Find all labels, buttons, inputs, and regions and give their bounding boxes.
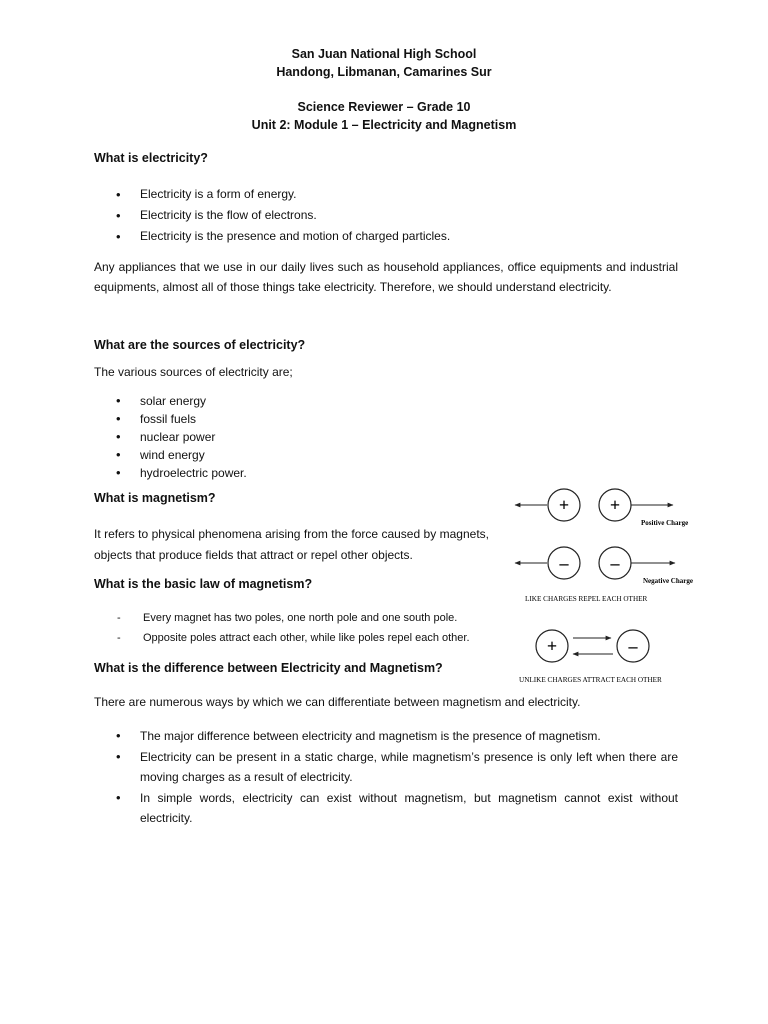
list-item: • hydroelectric power.: [116, 464, 416, 482]
question-basic-law: What is the basic law of magnetism?: [94, 577, 313, 591]
school-name: San Juan National High School: [291, 47, 477, 61]
list-item: • The major difference between electricity and magnetism is the presence of magnetism.: [116, 726, 678, 746]
attract-caption: UNLIKE CHARGES ATTRACT EACH OTHER: [519, 676, 662, 684]
question-difference: What is the difference between Electricity and Magnetism?: [94, 661, 443, 675]
list-item: - Every magnet has two poles, one north pole and one south pole.: [117, 608, 497, 628]
magnetism-paragraph: It refers to physical phenomena arising from the force caused by magnets, objects that produce fields that attract or repel other objects.: [94, 527, 489, 562]
repel-caption: LIKE CHARGES REPEL EACH OTHER: [525, 595, 648, 603]
school-address: Handong, Libmanan, Camarines Sur: [276, 65, 492, 79]
question-electricity: What is electricity?: [94, 151, 208, 165]
positive-charge-label: Positive Charge: [641, 519, 689, 527]
list-item: • Electricity is the presence and motion of charged particles.: [116, 226, 556, 247]
list-item: • solar energy: [116, 392, 416, 410]
reviewer-title: Science Reviewer – Grade 10: [297, 100, 471, 114]
electricity-paragraph: Any appliances that we use in our daily lives such as household appliances, office equipments and industrial equipments, almost all of those things take electricity. Therefore, we should understand electricity.: [94, 260, 678, 294]
attract-pair: [536, 630, 649, 662]
unit-title: Unit 2: Module 1 – Electricity and Magnetism: [251, 118, 517, 132]
list-item: • nuclear power: [116, 428, 416, 446]
plus-sign: +: [609, 495, 621, 515]
list-item: • Electricity can be present in a static charge, while magnetism’s presence is only left when there are moving charges as a result of electricity.: [116, 747, 678, 787]
minus-sign: –: [610, 553, 620, 573]
difference-bullets: [116, 726, 678, 828]
question-magnetism: What is magnetism?: [94, 491, 216, 505]
negative-pair: [515, 547, 693, 585]
minus-sign: –: [628, 636, 638, 656]
minus-sign: –: [559, 553, 569, 573]
list-item: • fossil fuels: [116, 410, 416, 428]
list-item: • wind energy: [116, 446, 416, 464]
negative-charge-label: Negative Charge: [643, 577, 693, 585]
electricity-bullets: [116, 184, 556, 247]
list-item: • In simple words, electricity can exist without magnetism, but magnetism cannot exist without electricity.: [116, 788, 678, 828]
sources-list: [116, 392, 416, 482]
positive-pair: [515, 489, 688, 527]
plus-sign: +: [558, 495, 570, 515]
list-item: • Electricity is the flow of electrons.: [116, 205, 556, 226]
sources-intro: The various sources of electricity are;: [94, 365, 293, 379]
list-item: • Electricity is a form of energy.: [116, 184, 556, 205]
difference-intro: There are numerous ways by which we can differentiate between magnetism and electricity.: [94, 695, 581, 709]
charges-figure: [505, 480, 705, 690]
plus-sign: +: [546, 636, 558, 656]
basic-law-list: [117, 608, 497, 648]
question-sources: What are the sources of electricity?: [94, 338, 306, 352]
list-item: - Opposite poles attract each other, while like poles repel each other.: [117, 628, 497, 648]
